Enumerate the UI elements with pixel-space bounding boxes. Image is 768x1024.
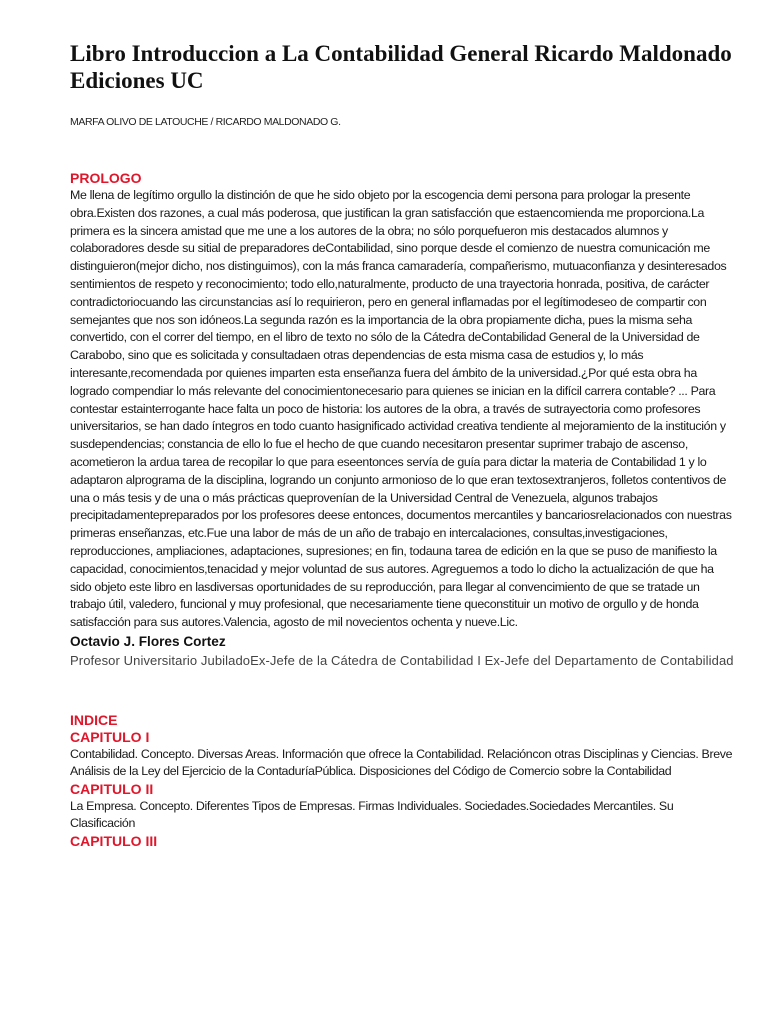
- document-title: Libro Introduccion a La Contabilidad General Ricardo Maldonado Ediciones UC: [70, 41, 732, 93]
- prologo-text: Me llena de legítimo orgullo la distinción de que he sido objeto por la escogencia demi persona para prologar la presente obra.Existen dos razones, a cual más poderosa, que justifican la gran satisfacción que estaencomienda me proporciona.La primera es la sincera amistad que me une a los autores de la obra; no sólo porquefueron mis destacados alumnos y colaboradores desde su sitial de preparadores deContabilidad, sino porque desde el comienzo de nuestra comunicación me distinguieron(mejor dicho, nos distinguimos), con la más franca camaradería, compañerismo, mutuaconfianza y desinteresados sentimientos de respeto y reconocimiento; todo ello,naturalmente, producto de una trayectoria honrada, positiva, de carácter contradictoriocuando las circunstancias así lo requirieron, pero en general inflamadas por el legítimodeseo de compartir con semejantes que nos son idóneos.La segunda razón es la importancia de la obra propiamente dicha, pues la misma seha convertido, con el correr del tiempo, en el libro de texto no sólo de la Cátedra deContabilidad General de la Universidad de Carabobo, sino que es solicitada y consultadaen otras dependencias de esta misma casa de estudios y, lo más interesante,recomendada por quienes imparten esta enseñanza fuera del ámbito de la universidad.¿Por qué esta obra ha logrado compendiar lo más relevante del conocimientonecesario para quienes se inician en la difícil carrera contable? ... Para contestar estainterrogante hace falta un poco de historia: los autores de la obra, a través de sutrayectoria como profesores universitarios, se han dado íntegros en todo cuanto hasignificado actividad creativa tendiente al mejoramiento de la institución y susdependencias; constancia de ello lo fue el hecho de que cuando necesitaron presentar suprimer trabajo de ascenso, acometieron la ardua tarea de recopilar lo que para eseentonces servía de guía para dictar la materia de Contabilidad 1 y lo adaptaron alprograma de la disciplina, logrando un conjunto armonioso de lo que eran textosextranjeros, folletos contentivos de una o más tesis y de una o más prácticas queprovenían de la Universidad Central de Venezuela, algunos trabajos precipitadamentepreparados por los profesores deese entonces, documentos mercantiles y bancariosrelacionados con nuestras primeras enseñanzas, etc.Fue una labor de más de un año de trabajo en intercalaciones, consultas,investigaciones, reproducciones, ampliaciones, adaptaciones, supresiones; en fin, todauna tarea de edición en la que se puso de manifiesto la capacidad, conocimientos,tenacidad y mejor voluntad de sus autores. Agreguemos a todo lo dicho la actualización de que ha sido objeto este libro en lasdiversas oportunidades de su reproducción, para llegar al convencimiento de que se tratade un trabajo útil, valedero, funcional y muy profesional, que necesariamente tiene queconstituir un motivo de orgullo y de honda satisfacción para sus autores.Valencia, agosto de mil novecientos ochenta y nueve.Lic.: [70, 188, 732, 630]
- document-page: [70, 40, 734, 850]
- authors-line: MARFA OLIVO DE LATOUCHE / RICARDO MALDONADO G.: [70, 116, 341, 128]
- chapter-1-text: Contabilidad. Concepto. Diversas Areas. Información que ofrece la Contabilidad. Relacióncon otras Disciplinas y Ciencias. Breve Análisis de la Ley del Ejercicio de la ContaduríaPública. Disposiciones del Código de Comercio sobre la Contabilidad: [70, 746, 733, 779]
- indice-heading: INDICE: [70, 711, 118, 728]
- signer-name: Octavio J. Flores Cortez: [70, 633, 226, 649]
- chapter-2-text: La Empresa. Concepto. Diferentes Tipos de Empresas. Firmas Individuales. Sociedades.Sociedades Mercantiles. Su Clasificación: [70, 798, 674, 831]
- chapter-2-heading: CAPITULO II: [70, 780, 154, 797]
- signer-role: Profesor Universitario JubiladoEx-Jefe de la Cátedra de Contabilidad I Ex-Jefe del Departamento de Contabilidad: [70, 652, 734, 668]
- prologo-heading: PROLOGO: [70, 170, 142, 186]
- chapter-3-heading: CAPITULO III: [70, 832, 158, 849]
- chapter-1-heading: CAPITULO I: [70, 728, 150, 745]
